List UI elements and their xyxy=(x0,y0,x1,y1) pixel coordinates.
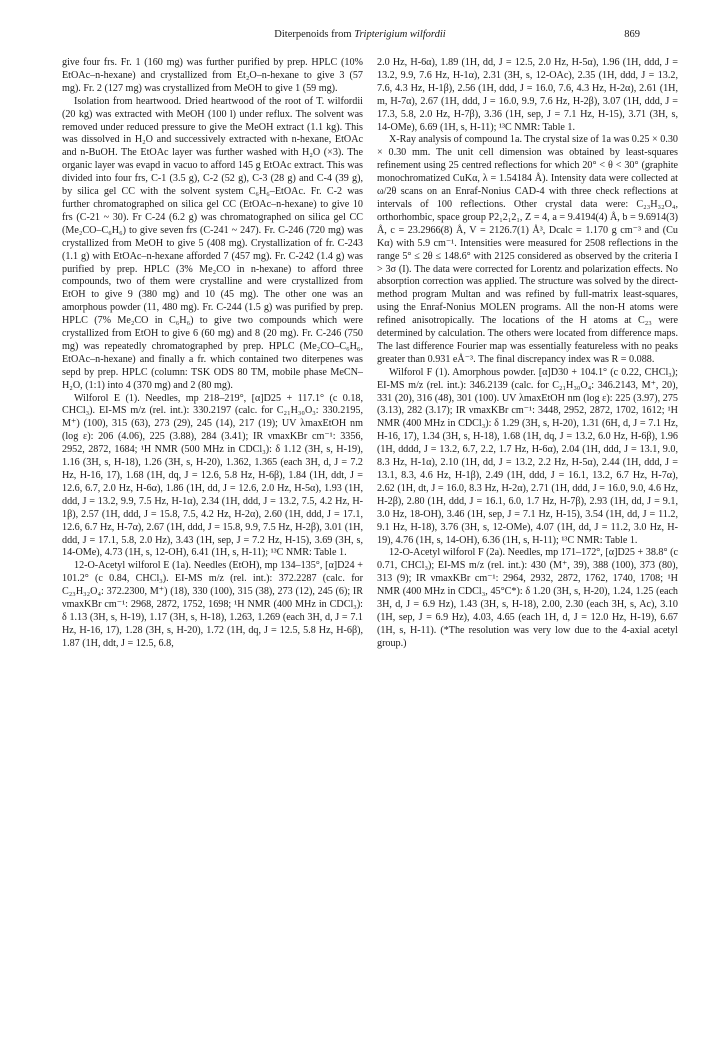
paragraph: give four frs. Fr. 1 (160 mg) was further purified by prep. HPLC (10% EtOAc–n-hexane) and crystallized from Et₂O–n-hexane to give 3 (57 mg). Fr. 2 (127 mg) was crystallized from MeOH to give 1 (59 mg). xyxy=(62,57,363,94)
page-number: 869 xyxy=(624,29,640,40)
paragraph: Wilforol E (1). Needles, mp 218–219°, [α]D25 + 117.1° (c 0.18, CHCl₃). EI-MS m/z (rel. int.): 330.2197 (calc. for C₂₁H₃₀O₃: 330.2195, M⁺) (100), 315 (63), 273 (29), 245 (14), 217 (19); UV λmaxEtOH nm (log ε): 206 (4.06), 225 (3.88), 284 (3.41); IR νmaxKBr cm⁻¹: 3356, 2952, 2872, 1684; ¹H NMR (500 MHz in CDCl₃): δ 1.12 (3H, s, H-19), 1.16 (3H, s, H-18), 1.26 (3H, s, H-20), 1.362, 1.365 (each 3H, d, J = 7.2 Hz, H-16, 17), 1.68 (1H, dq, J = 12.6, 5.8 Hz, H-6β), 1.84 (1H, ddt, J = 12.6, 6.7, 2.0 Hz, H-6α), 1.86 (1H, dd, J = 12.6, 2.0 Hz, H-5α), 1.93 (1H, ddd, J = 13.2, 9.9, 7.5 Hz, H-1α), 2.34 (1H, ddd, J = 13.2, 7.5, 4.2 Hz, H-1β), 2.57 (1H, ddd, J = 15.8, 7.5, 4.2 Hz, H-2α), 2.60 (1H, ddd, J = 17.1, 12.6, 6.7 Hz, H-7α), 2.67 (1H, ddd, J = 15.8, 9.9, 7.5 Hz, H-2β), 3.01 (1H, ddd, J = 17.1, 5.8, 2.0 Hz), 3.43 (1H, sep, J = 7.2 Hz, H-15), 3.69 (3H, s, 14-OMe), 4.73 (1H, s, 12-OH), 6.41 (1H, s, H-11); ¹³C NMR: Table 1. xyxy=(62,392,363,559)
paragraph: X-Ray analysis of compound 1a. The crystal size of 1a was 0.25 × 0.30 × 0.30 mm. The unit cell dimension was obtained by least-squares refinement using 25 centred reflections for which 20° < θ < 30° (graphite monochromatized CuKα, λ = 1.54184 Å). Intensity data were collected at ω/2θ scans on an Enraf-Nonius CAD-4 with three check reflections at intervals of 100 reflections. Other crystal data were: C₂₃H₃₂O₄, orthorhombic, space group P2₁2₁2₁, Z = 4, a = 9.4194(4) Å, b = 9.6914(3) Å, c = 23.2966(8) Å, V = 2126.7(1) Å³, Dcalc = 1.170 g cm⁻³ and (Cu Kα) with 5.9 cm⁻¹. Intensities were measured for 2508 reflections in the range 5° ≤ 2θ ≤ 148.6° with 2125 considered as observed by the criteria I > 3σ (I). The data were corrected for Lorentz and polarization effects. No absorption correction was applied. The structure was solved by the direct-method program Multan and was refined by full-matrix least-squares, using the Enraf-Nonius MOLEN programs. All the non-H atoms were refined anisotropically. The locations of the H atoms at C₂₃ were determined by calculation. The others were located from difference maps. The last difference Fourier map was essentially featureless with no peaks greater than 0.931 eÅ⁻³. The final discrepancy index was R = 0.088. xyxy=(377,134,678,365)
right-column xyxy=(377,57,678,651)
running-title-text: Diterpenoids from xyxy=(274,29,352,40)
paragraph: 12-O-Acetyl wilforol E (1a). Needles (EtOH), mp 134–135°, [α]D24 + 101.2° (c 0.84, CHCl₃). EI-MS m/z (rel. int.): 372.2287 (calc. for C₂₃H₃₂O₄: 372.2300, M⁺) (18), 330 (100), 315 (38), 273 (12), 245 (6); IR νmaxKBr cm⁻¹: 2968, 2872, 1752, 1698; ¹H NMR (400 MHz in CDCl₃): δ 1.13 (3H, s, H-19), 1.17 (3H, s, H-18), 1.263, 1.269 (each 3H, d, J = 7.1 Hz, H-16, 17), 1.28 (3H, s, H-20), 1.72 (1H, dq, J = 12.5, 5.8 Hz, H-6β), 1.87 (1H, ddt, J = 12.5, 6.8, xyxy=(62,560,363,649)
paragraph: Isolation from heartwood. Dried heartwood of the root of T. wilfordii (20 kg) was extracted with MeOH (100 l) under reflux. The solvent was removed under reduced pressure to give the MeOH extract (1.1 kg). This was dissolved in H₂O and successively extracted with n-hexane, EtOAc and n-BuOH. The EtOAc layer was further washed with H₂O (×3). The organic layer was evapd in vacuo to afford 145 g EtOAc extract. This was divided into four frs, C-1 (3.5 g), C-2 (52 g), C-3 (28 g) and C-4 (39 g), by silica gel CC with the solvent system C₆H₆–EtOAc. Fr. C-2 was further chromatographed on silica gel CC (EtOAc–n-hexane) to give 10 frs (C-21 ~ 30). Fr C-24 (6.2 g) was chromatographed on silica gel CC (Me₂CO–C₆H₆) to give seven frs (C-241 ~ 247). Fr. C-246 (720 mg) was crystallized from MeOH to give 5 (408 mg). Crystallization of fr. C-243 (1.1 g) with EtOAc–n-hexane afforded 7 (457 mg). Fr. C-242 (1.4 g) was purified by prep. HPLC (3% Me₂CO in n-hexane) to afford three compounds, two of them were crystalline and were crystallized from EtOH to give 9 (380 mg) and 10 (45 mg). The other one was an amorphous powder (11, 480 mg). Fr. C-244 (1.5 g) was purified by prep. HPLC (7% Me₂CO in C₆H₆) to give two compounds which were crystallized from EtOH to give 6 (60 mg) and 8 (20 mg). Fr. C-246 (750 mg) was repeatedly chromatographed by prep. HPLC (Me₂CO–C₆H₆, EtOAc–n-hexane) and finally a fr. which contained two diterpenes was sepd by prep. HPLC (column: TSK ODS 80 TM, mobile phase MeCN–H₂O, (1:1) into 4 (370 mg) and 2 (80 mg). xyxy=(62,95,363,391)
paragraph: Wilforol F (1). Amorphous powder. [α]D30 + 104.1° (c 0.22, CHCl₃); EI-MS m/z (rel. int.): 346.2139 (calc. for C₂₁H₃₀O₄: 346.2143, M⁺, 20), 331 (20), 316 (48), 301 (100). UV λmaxEtOH nm (log ε): 225 (3.97), 275 (3.13), 282 (3.17); IR νmaxKBr cm⁻¹: 3448, 2952, 2872, 1702, 1612; ¹H NMR (400 MHz in CDCl₃): δ 1.29 (3H, s, H-20), 1.31 (6H, d, J = 7.1 Hz, H-16, 17), 1.34 (3H, s, H-18), 1.68 (1H, dq, J = 13.2, 6.0 Hz, H-6β), 1.96 (1H, dddd, J = 13.2, 6.7, 2.2, 1.7 Hz, H-6α), 2.04 (1H, ddd, J = 13.1, 9.0, 8.3 Hz, H-1α), 2.10 (1H, dd, J = 13.2, 2.2 Hz, H-5α), 2.44 (1H, ddd, J = 13.1, 8.3, 4.6 Hz, H-1β), 2.49 (1H, ddd, J = 16.1, 13.2, 6.7 Hz, H-7α), 2.62 (1H, dt, J = 16.0, 8.3 Hz, H-2α), 2.71 (1H, ddd, J = 16.0, 9.0, 4.6 Hz, H-2β), 2.80 (1H, ddd, J = 16.1, 6.0, 1.7 Hz, H-7β), 2.93 (1H, dd, J = 9.1, 3.0 Hz, 18-OH), 3.46 (1H, sep, J = 7.1 Hz, H-15), 3.54 (1H, dd, J = 11.2, 9.1 Hz, H-18), 3.76 (3H, s, 12-OMe), 4.07 (1H, dd, J = 11.2, 3.0 Hz, H-19), 4.76 (1H, s, 14-OH), 6.36 (1H, s, H-11); ¹³C NMR: Table 1. xyxy=(377,366,678,546)
running-title xyxy=(80,29,640,40)
paragraph: 12-O-Acetyl wilforol F (2a). Needles, mp 171–172°, [α]D25 + 38.8° (c 0.71, CHCl₃); EI-MS m/z (rel. int.): 430 (M⁺, 39), 388 (100), 373 (80), 313 (9); IR νmaxKBr cm⁻¹: 2964, 2932, 2872, 1762, 1740, 1708; ¹H NMR (400 MHz in CDCl₃, 45°C*): δ 1.20 (3H, s, H-20), 1.24, 1.25 (each 3H, d, J = 6.9 Hz), 1.43 (3H, s, H-18), 2.00, 2.30 (each 3H, s, Ac), 3.10 (1H, sep, J = 6.9 Hz), 4.03, 4.65 (each 1H, d, J = 12.0 Hz, H-19), 6.67 (1H, s, H-11). (*The resolution was very low due to the 4-axial acetyl group.) xyxy=(377,547,678,649)
left-column xyxy=(62,57,363,651)
running-title-species: Tripterigium wilfordii xyxy=(354,29,446,40)
paragraph: 2.0 Hz, H-6α), 1.89 (1H, dd, J = 12.5, 2.0 Hz, H-5α), 1.96 (1H, ddd, J = 13.2, 9.9, 7.6 Hz, H-1α), 2.31 (3H, s, 12-OAc), 2.35 (1H, ddd, J = 13.2, 7.6, 4.3 Hz, H-1β), 2.56 (1H, ddd, J = 16.0, 7.6, 4.3 Hz, H-2α), 2.61 (1H, m, H-7α), 2.67 (1H, ddd, J = 16.0, 9.9, 7.6 Hz, H-2β), 3.07 (1H, ddd, J = 17.3, 5.8, 2.0 Hz, H-7β), 3.36 (1H, sep, J = 7.1 Hz, H-15), 3.71 (3H, s, 14-OMe), 6.69 (1H, s, H-11); ¹³C NMR: Table 1. xyxy=(377,57,678,133)
running-header xyxy=(80,29,640,43)
